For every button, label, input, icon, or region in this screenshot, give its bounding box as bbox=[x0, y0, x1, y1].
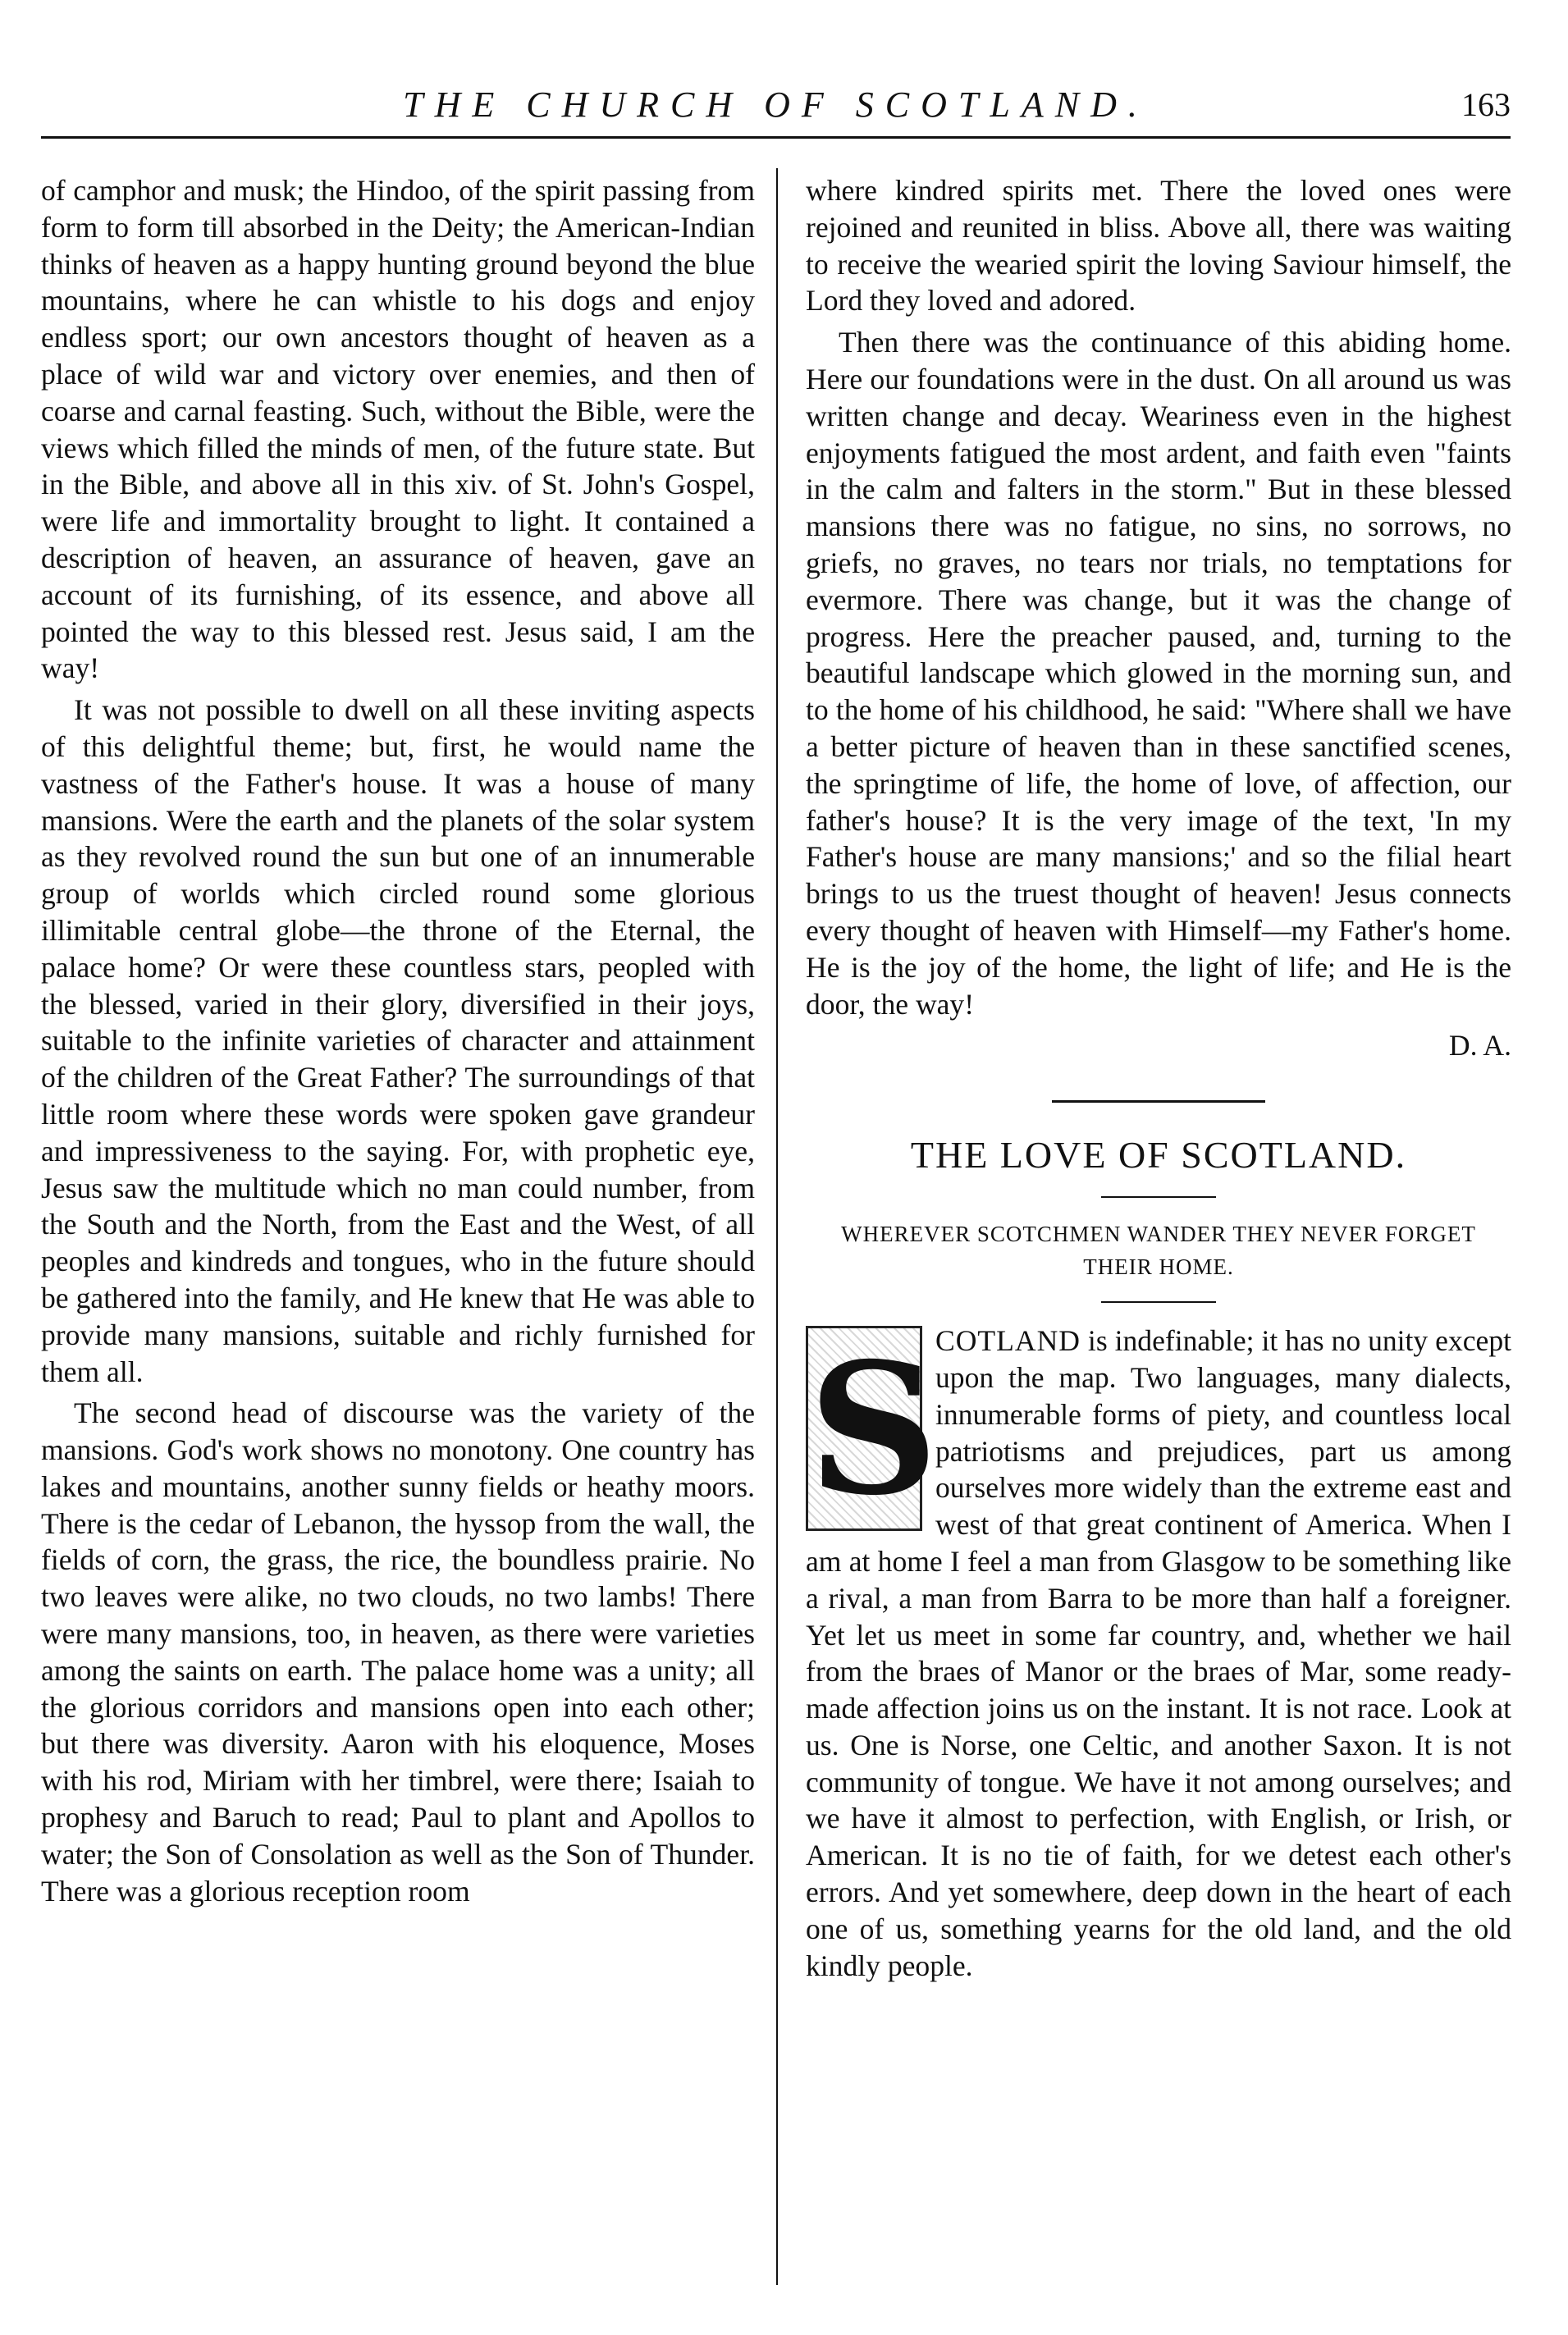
left-paragraph-1: of camphor and musk; the Hindoo, of the spirit passing from form to form till absorbed in the Deity; the American-Indian thinks of heaven as a happy hunting ground beyond the blue mountains, where he can whistle to his dogs and enjoy endless sport; our own ancestors thought of heaven as a place of wild war and victory over enemies, and then of coarse and carnal feasting. Such, without the Bible, were the views which filled the minds of men, of the future state. But in the Bible, and above all in this xiv. of St. John's Gospel, were life and immortality brought to light. It contained a description of heaven, an assurance of heaven, gave an account of its furnishing, of its essence, and above all pointed the way to this blessed rest. Jesus said, I am the way! bbox=[41, 174, 755, 685]
right-paragraph-3-text: is indefinable; it has no unity except upon the map. Two languages, many dialects, innumerable forms of piety, and countless local patriotisms and prejudices, part us among ourselves more widely than the extreme east and west of that great continent of America. When I am at home I feel a man from Glasgow to be something like a rival, a man from Barra to be more than half a foreigner. Yet let us meet in some far country, and, whether we hail from the braes of Manor or the braes of Mar, some ready-made affection joins us on the instant. It is not race. Look at us. One is Norse, one Celtic, and another Saxon. It is not community of tongue. We have it not among ourselves; and we have it almost to perfection, with English, or Irish, or American. It is no tie of faith, for we detest each other's errors. And yet somewhere, deep down in the heart of each one of us, something yearns for the old land, and the old kindly people. bbox=[806, 1324, 1511, 1982]
dropcap-letter: S bbox=[808, 1323, 939, 1536]
page-header bbox=[41, 82, 1511, 131]
right-paragraph-1: where kindred spirits met. There the loved ones were rejoined and reunited in bliss. Above all, there was waiting to receive the wearied spirit the loving Saviour himself, the Lord they loved and adored. bbox=[806, 174, 1511, 318]
right-paragraph-2: Then there was the continuance of this abiding home. Here our foundations were in the dust. On all around us was written change and decay. Weariness even in the highest enjoyments fatigued the most ardent, and faith even "faints in the calm and falters in the storm." But in these blessed mansions there was no fatigue, no sins, no sorrows, no griefs, no graves, no tears nor trials, no temptations for evermore. There was change, but it was the change of progress. Here the preacher paused, and, turning to the beautiful landscape which glowed in the morning sun, and to the home of his childhood, he said: "Where shall we have a better picture of heaven than in these sanctified scenes, the springtime of life, the home of love, of affection, our father's house? It is the very image of the text, 'In my Father's house are many mansions;' and so the filial heart brings to us the truest thought of heaven! Jesus connects every thought of heaven with Himself—my Father's home. He is the joy of the home, the light of life; and He is the door, the way! bbox=[806, 326, 1511, 1021]
running-title: THE CHURCH OF SCOTLAND. bbox=[403, 85, 1149, 125]
section-title: THE LOVE OF SCOTLAND. bbox=[910, 1134, 1407, 1177]
left-column bbox=[41, 172, 755, 2314]
left-paragraph-2: It was not possible to dwell on all these inviting aspects of this delightful theme; but, first, he would name the vastness of the Father's house. It was a house of many mansions. Were the earth and the planets of the solar system as they revolved round the sun but one of an innumerable group of worlds which circled round some glorious illimitable central globe—the throne of the Eternal, the palace home? Or were these countless stars, peopled with the blessed, varied in their glory, diversified in their joys, suitable to the infinite varieties of character and attainment of the children of the Great Father? The surroundings of that little room where these words were spoken gave grandeur and impressiveness to the saying. For, with prophetic eye, Jesus saw the multitude which no man could number, from the South and the North, from the East and the West, of all peoples and kindreds and tongues, who in the future should be gathered into the family, and He knew that He was able to provide many mansions, suitable and richly furnished for them all. bbox=[41, 693, 755, 1388]
subtitle-rule bbox=[1101, 1301, 1216, 1303]
article-signature: D. A. bbox=[1448, 1029, 1511, 1062]
lead-word: COTLAND bbox=[935, 1324, 1081, 1358]
column-divider bbox=[776, 168, 778, 2285]
header-rule bbox=[41, 136, 1511, 139]
right-column bbox=[806, 172, 1511, 2314]
decorative-dropcap bbox=[806, 1323, 939, 1536]
article-body bbox=[806, 1323, 1511, 1984]
page-number: 163 bbox=[1461, 86, 1511, 123]
title-rule bbox=[1101, 1196, 1216, 1198]
left-paragraph-3: The second head of discourse was the variety of the mansions. God's work shows no monotony. One country has lakes and mountains, another sunny fields or heathy moors. There is the cedar of Lebanon, the hyssop from the wall, the fields of corn, the grass, the rice, the boundless prairie. No two leaves were alike, no two clouds, no two lambs! There were many mansions, too, in heaven, as there were varieties among the saints on earth. The palace home was a unity; all the glorious corridors and mansions open into each other; but there was diversity. Aaron with his eloquence, Moses with his rod, Miriam with her timbrel, were there; Isaiah to prophesy and Baruch to read; Paul to plant and Apollos to water; the Son of Consolation as well as the Son of Thunder. There was a glorious reception room bbox=[41, 1396, 755, 1908]
section-divider bbox=[1052, 1100, 1265, 1103]
section-subtitle: WHEREVER SCOTCHMEN WANDER THEY NEVER FORGET THEIR HOME. bbox=[841, 1222, 1476, 1280]
